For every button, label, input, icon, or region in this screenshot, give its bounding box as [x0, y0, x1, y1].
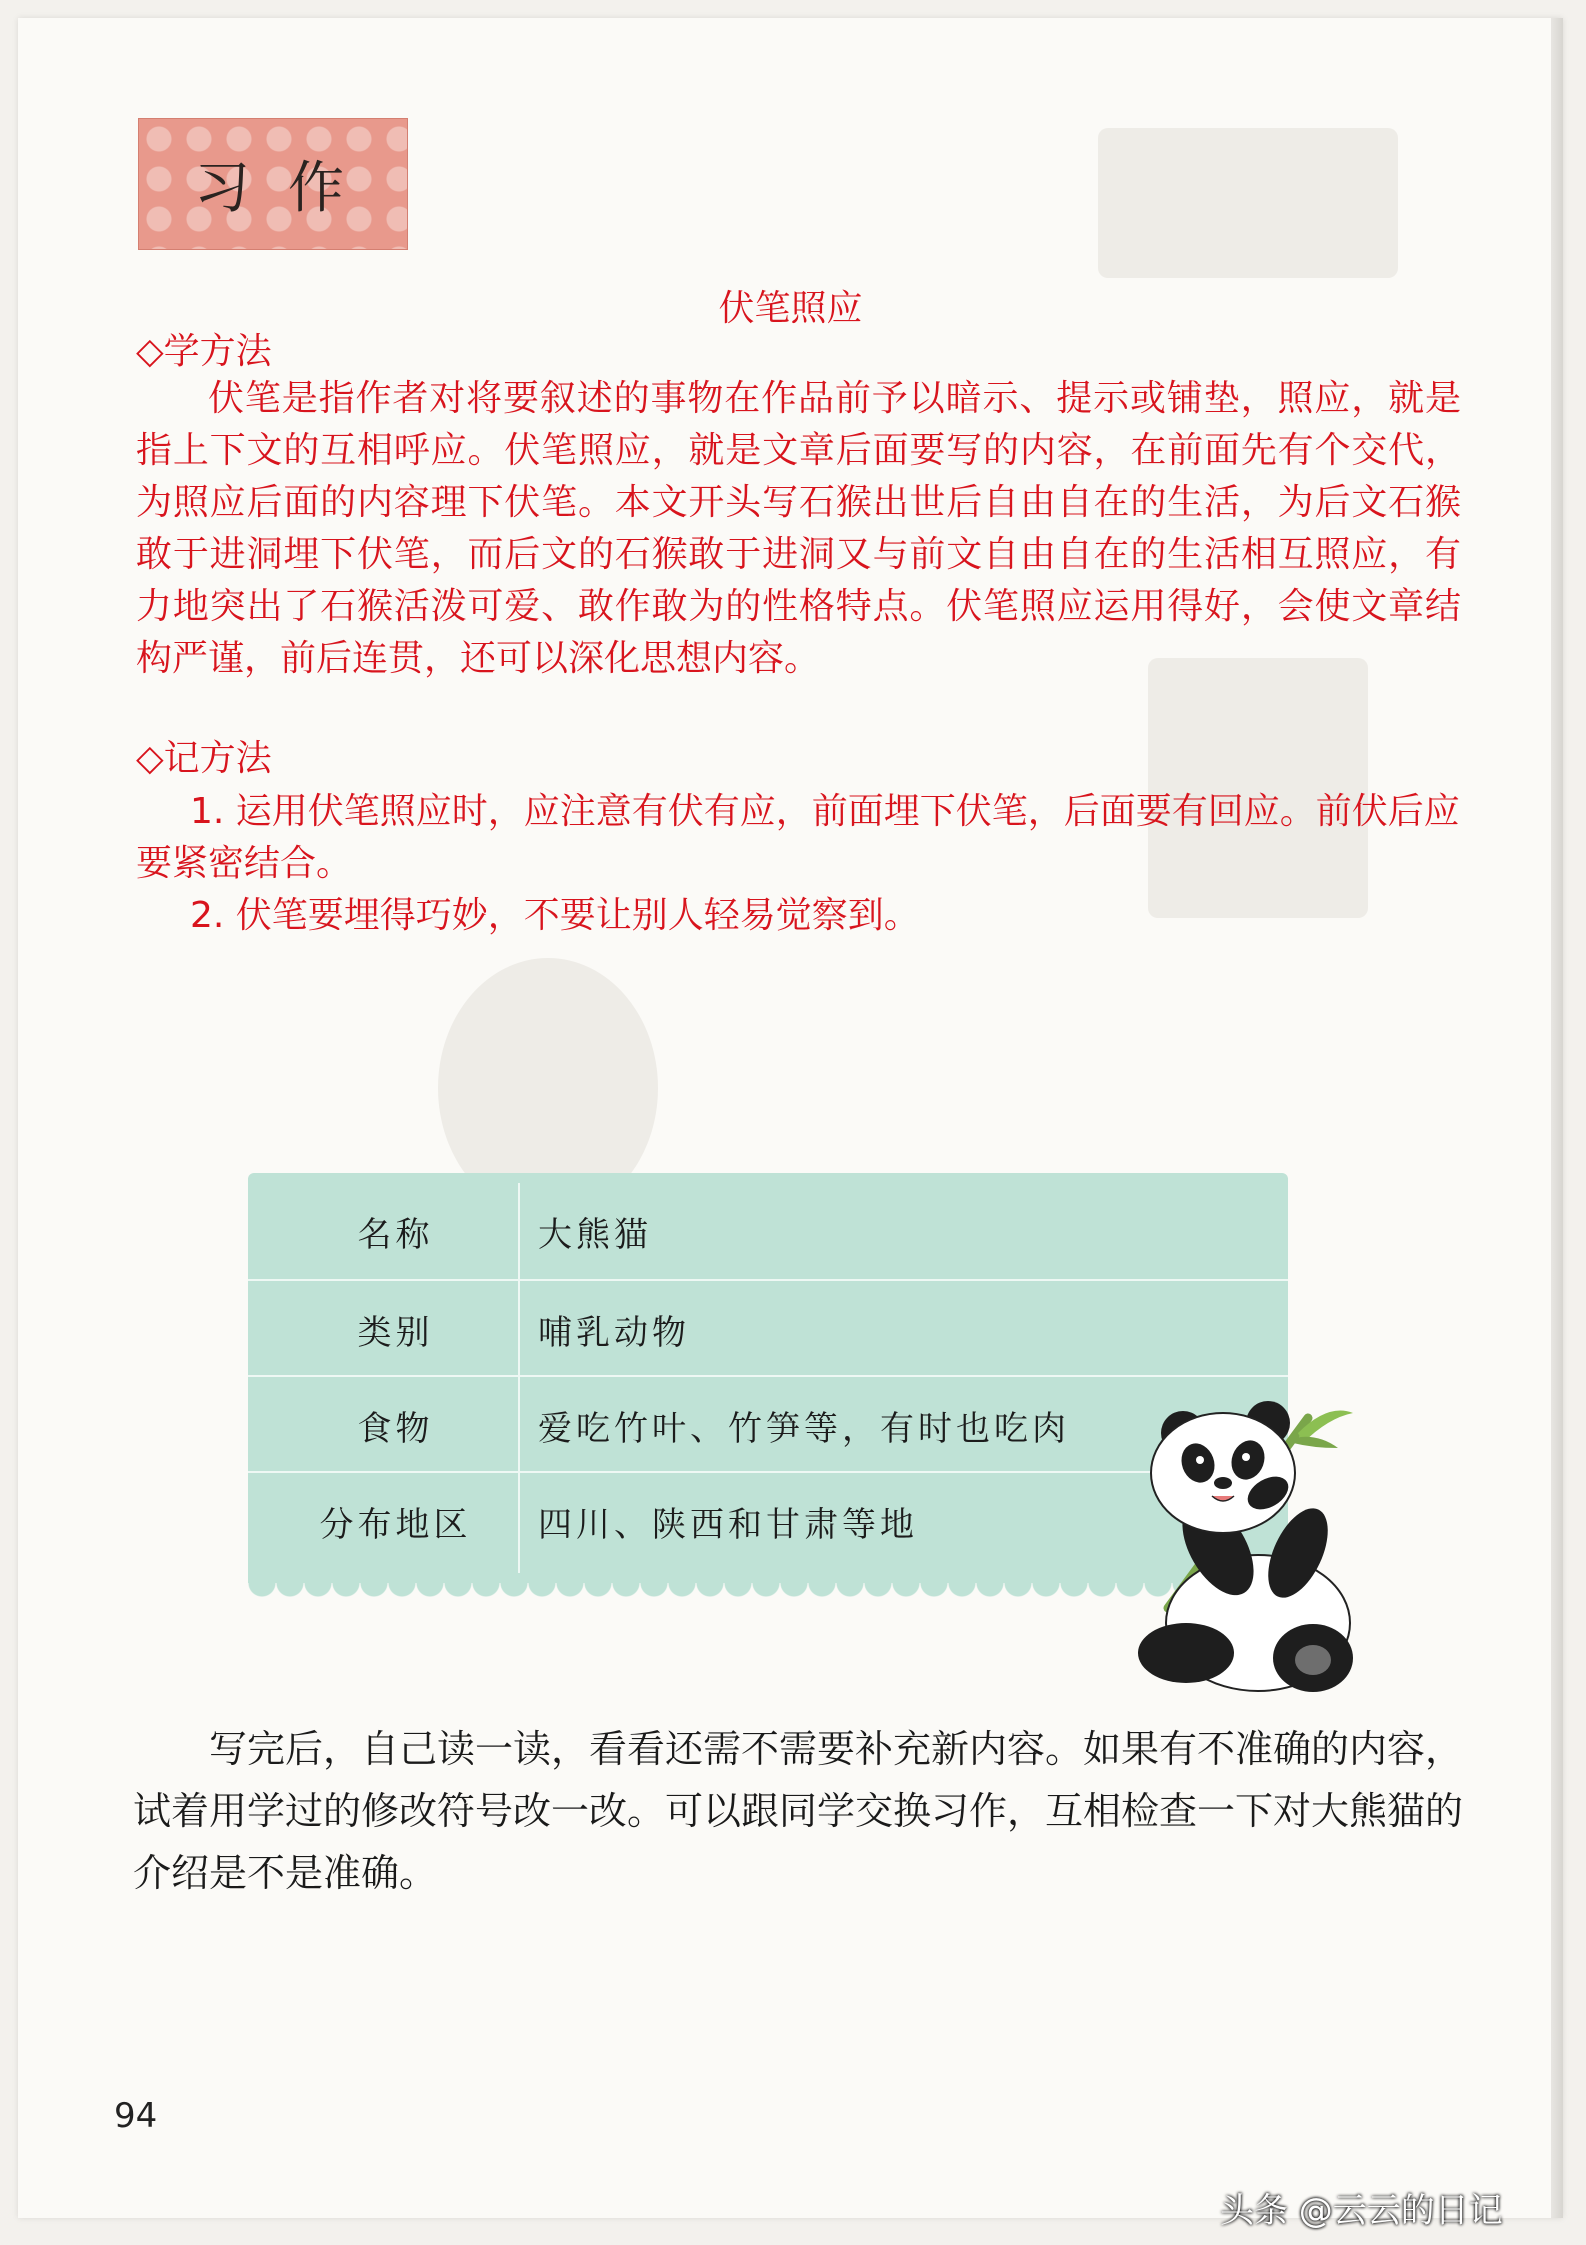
card-row-label: 类别 — [357, 1312, 434, 1353]
section-heading: 习作 — [194, 156, 382, 221]
learn-method-text: 伏笔是指作者对将要叙述的事物在作品前予以暗示、提示或铺垫，照应，就是指上下文的互相呼应。伏笔照应，就是文章后面要写的内容，在前面先有个交代，为照应后面的内容理下伏笔。本文开头写石猴出世后自由自在的生活，为后文石猴敢于进洞埋下伏笔，而后文的石猴敢于进洞又与前文自由自在的生活相互照应，有力地突出了石猴活泼可爱、敢作敢为的性格特点。伏笔照应运用得好，会使文章结构严谨，前后连贯，还可以深化思想内容。 — [136, 378, 1461, 679]
source-watermark: 头条 @云云的日记 — [1220, 2191, 1503, 2231]
card-row-label: 名称 — [357, 1214, 434, 1255]
card-row-value: 哺乳动物 — [538, 1312, 690, 1353]
page-number: 94 — [114, 2096, 158, 2136]
card-row-value: 四川、陕西和甘肃等地 — [538, 1504, 918, 1545]
section-heading-banner — [138, 118, 408, 250]
card-row — [248, 1183, 1288, 1279]
remember-item-1: 1. 运用伏笔照应时，应注意有伏有应，前面埋下伏笔，后面要有回应。前伏后应要紧密结合。 — [136, 791, 1460, 884]
textbook-page — [18, 18, 1563, 2218]
card-row-label: 食物 — [357, 1408, 434, 1449]
remember-item-2: 2. 伏笔要埋得巧妙，不要让别人轻易觉察到。 — [190, 895, 920, 936]
remember-method-label: ◇记方法 — [136, 738, 272, 779]
card-row-value: 爱吃竹叶、竹笋等，有时也吃肉 — [538, 1408, 1070, 1449]
learn-method-label: ◇学方法 — [136, 331, 272, 372]
card-row — [248, 1279, 1288, 1377]
card-row-value: 大熊猫 — [538, 1214, 652, 1255]
page-spine — [1551, 18, 1563, 2218]
card-row-label: 分布地区 — [319, 1504, 472, 1545]
bleed-through-shape — [1098, 128, 1398, 278]
method-title: 伏笔照应 — [718, 288, 863, 329]
closing-instructions: 写完后，自己读一读，看看还需不需要补充新内容。如果有不准确的内容，试着用学过的修改符号改一改。可以跟同学交换习作，互相检查一下对大熊猫的介绍是不是准确。 — [133, 1727, 1464, 1895]
panda-illustration — [1108, 1378, 1398, 1698]
